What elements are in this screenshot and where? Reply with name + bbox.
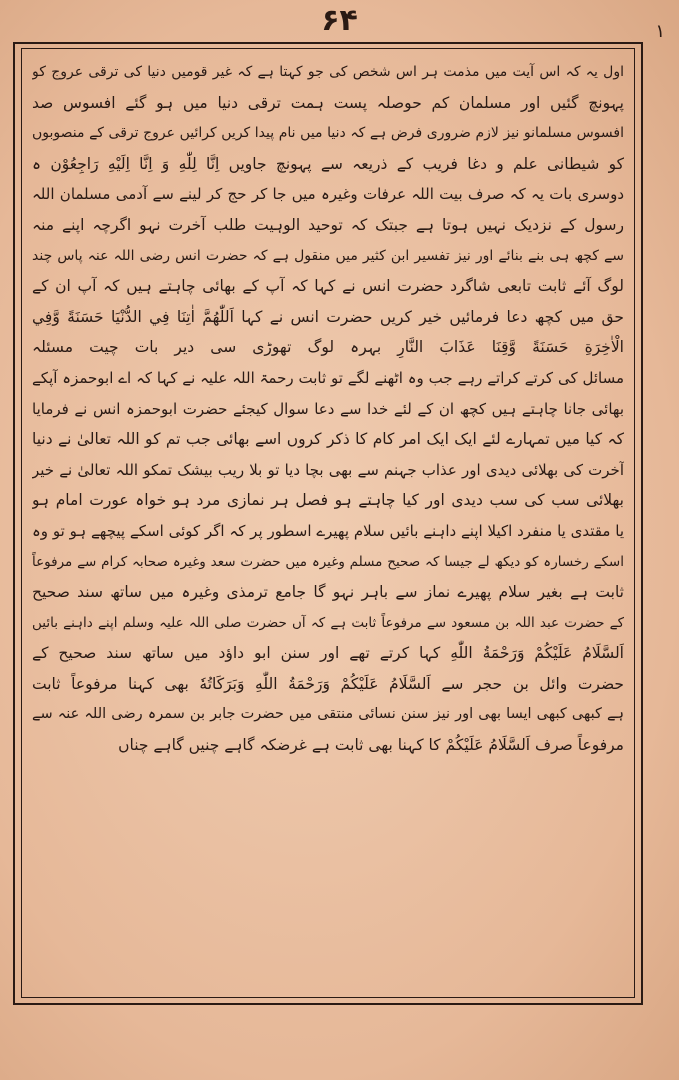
- text-line: حق میں کچھ دعا فرمائیں خیر کریں حضرت انس نے کہا اَللّٰهُمَّ اٰتِنَا فِي الدُّنْيَا حَسَنَةً وَّفِي: [32, 307, 624, 326]
- text-line: رسول کے نزدیک نہیں ہوتا ہے جبتک کہ توحید الوہیت طلب آخرت نہو اگرچہ اپنے منہ: [32, 215, 624, 234]
- text-line: دوسری بات یہ کہ صرف بیت اللہ عرفات وغیرہ میں جا کر حج کر لینے سے آدمی مسلمان اللہ: [32, 185, 624, 204]
- text-line: مسائل کی کرتے کراتے رہے جب وہ اٹھنے لگے تو ثابت رحمۃ اللہ علیہ نے کہا کہ اے ابوحمزہ آپکے: [32, 368, 624, 387]
- text-line: سے کچھ ہی بنے بنائے اور نیز تفسیر ابن کثیر میں منقول ہے کہ حضرت انس رضی اللہ عنہ پاس چند: [32, 247, 624, 264]
- text-line: ثابت ہے بغیر سلام پھیرے نماز سے باہر نہو گا جامع ترمذی وغیرہ میں ساتھ سند صحیح: [32, 583, 624, 602]
- text-line: ہے کبھی کبھی ایسا بھی اور نیز سنن نسائی منتقی میں حضرت جابر بن سمرہ رضی اللہ عنہ سے: [32, 706, 624, 723]
- text-line: بھلائی سب کی سب دیدی اور کیا چاہتے ہو فصل ہر نمازی مرد ہو خواہ عورت امام ہو: [32, 491, 624, 510]
- text-line: کے حضرت عبد اللہ بن مسعود سے مرفوعاً ثابت ہے کہ آں حضرت صلی اللہ علیہ وسلم اپنے داہنے بائیں: [32, 614, 624, 631]
- text-line: حضرت وائل بن حجر سے اَلسَّلَامُ عَلَيْكُمْ وَرَحْمَةُ اللّٰهِ وَبَرَكَاتُهٗ بھی کہنا مرفوعاً ثابت: [32, 674, 624, 693]
- text-line: پہونچ گئیں اور مسلمان کم حوصلہ پست ہمت ترقی دنیا میں ہو گئے افسوس صد: [32, 93, 624, 112]
- text-line: یا مقتدی یا منفرد اکیلا اپنے داہنے بائیں سلام پھیرے اسطور پر کہ اگر کوئی اسکے پیچھے ہو تو وہ: [32, 521, 624, 540]
- text-line: اسکے رخسارہ کو دیکھ لے جیسا کہ صحیح مسلم وغیرہ میں حضرت سعد وغیرہ صحابہ کرام سے مرفوعاً: [32, 553, 624, 570]
- margin-mark: ۱: [655, 21, 665, 42]
- text-line: آخرت کی بھلائی دیدی اور عذاب جہنم سے بھی بچا دیا تو بلا ریب بیشک تمکو اللہ تعالیٰ نے خیر: [32, 460, 624, 479]
- text-line: بھائی جانا چاہتے ہیں کچھ ان کے لئے خدا سے دعا سوال کیجئے حضرت ابوحمزہ انس نے فرمایا: [32, 399, 624, 418]
- text-line: مرفوعاً صرف اَلسَّلَامُ عَلَيْكُمْ کا کہنا بھی ثابت ہے غرضکہ گاہے چنیں گاہے چناں: [118, 736, 624, 755]
- text-line: کہ کیا میں تمہارے لئے ایک ایک امر کام کا ذکر کروں اسے بھائی جب تم کو اللہ تعالیٰ نے دنیا: [32, 430, 624, 449]
- text-line: لوگ آئے ثابت تابعی شاگرد حضرت انس نے کہا کہ آپ کے بھائی چاہتے ہیں کہ آپ ان کے: [32, 277, 624, 296]
- text-line: اول یہ کہ اس آیت میں مذمت ہر اس شخص کی جو کہتا ہے کہ غیر قومیں دنیا کی ترقی عروج کو: [32, 64, 624, 80]
- text-line: الْاٰخِرَةِ حَسَنَةً وَّقِنَا عَذَابَ النَّارِ بہرہ لوگ تھوڑی سی دیر بات چیت مسئلہ: [32, 338, 624, 357]
- text-line: اَلسَّلَامُ عَلَيْكُمْ وَرَحْمَةُ اللّٰهِ کہا کرتے تھے اور سنن ابو داؤد میں ساتھ سند صحیح کے: [32, 644, 624, 663]
- text-line: افسوس مسلمانو نیز لازم ضروری فرض ہے کہ دنیا میں نام پیدا کریں کرائیں عروج ترقی کے منصوبوں: [32, 125, 624, 142]
- body-text: [32, 57, 624, 761]
- page-number: ۶۴: [321, 3, 358, 38]
- text-frame: [21, 48, 635, 998]
- text-line: کو شیطانی علم و دغا فریب کے ذریعہ سے پہونچ جاویں اِنَّا لِلّٰهِ وَ اِنَّا اِلَیْهِ رَاجِعُوْن ہ: [32, 154, 624, 173]
